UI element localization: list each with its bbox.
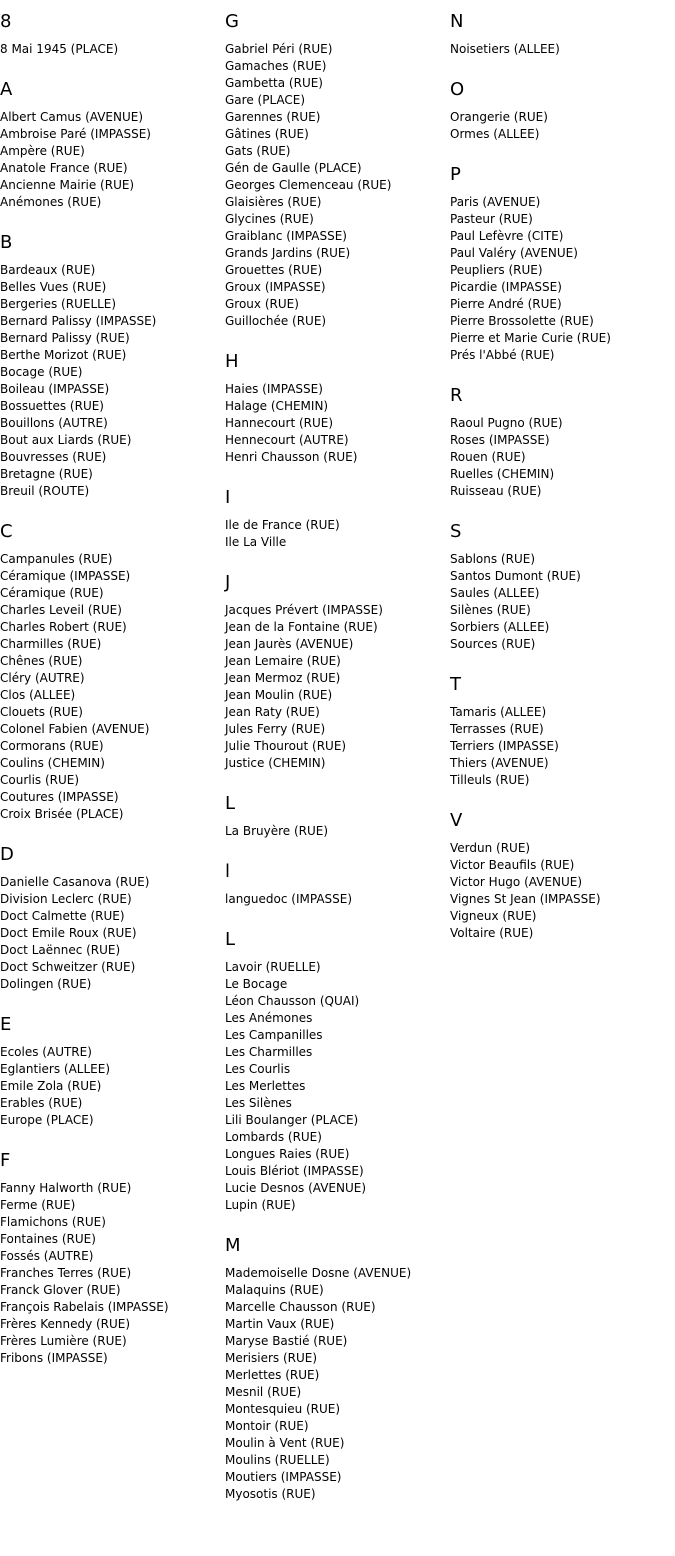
street-item: Mesnil (RUE) <box>225 1385 302 1399</box>
street-item: Lucie Desnos (AVENUE) <box>225 1181 367 1195</box>
street-item: Bossuettes (RUE) <box>0 399 104 413</box>
street-item: Raoul Pugno (RUE) <box>450 416 563 430</box>
street-item: Bout aux Liards (RUE) <box>0 433 132 447</box>
street-item: Jean Jaurès (AVENUE) <box>225 637 354 651</box>
street-item: Ile La Ville <box>225 535 287 549</box>
street-list <box>0 41 220 58</box>
street-item: Charmilles (RUE) <box>0 637 102 651</box>
index-column-2 <box>225 11 445 1524</box>
street-item: Courlis (RUE) <box>0 773 80 787</box>
street-item: Bretagne (RUE) <box>0 467 93 481</box>
street-item: Montesquieu (RUE) <box>225 1402 341 1416</box>
street-item: Ambroise Paré (IMPASSE) <box>0 127 151 141</box>
street-item: Louis Blériot (IMPASSE) <box>225 1164 364 1178</box>
street-item: Rouen (RUE) <box>450 450 526 464</box>
street-item: Jules Ferry (RUE) <box>225 722 326 736</box>
street-item: Doct Schweitzer (RUE) <box>0 960 136 974</box>
street-item: Gats (RUE) <box>225 144 291 158</box>
letter-section <box>450 385 670 500</box>
section-letter-heading: B <box>0 232 13 253</box>
street-item: Ecoles (AUTRE) <box>0 1045 92 1059</box>
street-item: Groux (IMPASSE) <box>225 280 326 294</box>
street-item: Glaisières (RUE) <box>225 195 322 209</box>
street-item: 8 Mai 1945 (PLACE) <box>0 42 119 56</box>
street-item: Jean Lemaire (RUE) <box>225 654 341 668</box>
street-item: Bernard Palissy (RUE) <box>0 331 130 345</box>
street-list <box>225 1265 445 1503</box>
street-item: Céramique (IMPASSE) <box>0 569 131 583</box>
street-item: Erables (RUE) <box>0 1096 83 1110</box>
street-list <box>0 551 220 823</box>
street-item: Charles Leveil (RUE) <box>0 603 122 617</box>
letter-section <box>225 861 445 908</box>
street-item: Victor Beaufils (RUE) <box>450 858 575 872</box>
street-item: Danielle Casanova (RUE) <box>0 875 150 889</box>
street-item: Les Anémones <box>225 1011 313 1025</box>
street-item: Léon Chausson (QUAI) <box>225 994 360 1008</box>
street-item: Verdun (RUE) <box>450 841 531 855</box>
street-item: Emile Zola (RUE) <box>0 1079 102 1093</box>
section-letter-heading: V <box>450 810 463 831</box>
street-item: Albert Camus (AVENUE) <box>0 110 144 124</box>
street-item: Halage (CHEMIN) <box>225 399 329 413</box>
street-item: Grands Jardins (RUE) <box>225 246 351 260</box>
street-item: Gamaches (RUE) <box>225 59 327 73</box>
street-item: Ferme (RUE) <box>0 1198 76 1212</box>
street-item: Hannecourt (RUE) <box>225 416 334 430</box>
street-item: Fribons (IMPASSE) <box>0 1351 108 1365</box>
street-item: Merlettes (RUE) <box>225 1368 320 1382</box>
street-item: François Rabelais (IMPASSE) <box>0 1300 169 1314</box>
street-item: Voltaire (RUE) <box>450 926 534 940</box>
street-item: Prés l'Abbé (RUE) <box>450 348 555 362</box>
street-item: Le Bocage <box>225 977 288 991</box>
street-item: Franck Glover (RUE) <box>0 1283 121 1297</box>
street-item: Lombards (RUE) <box>225 1130 322 1144</box>
street-list <box>225 959 445 1214</box>
street-item: Anémones (RUE) <box>0 195 102 209</box>
street-item: Myosotis (RUE) <box>225 1487 316 1501</box>
street-list <box>225 517 445 551</box>
street-item: Dolingen (RUE) <box>0 977 92 991</box>
street-list <box>450 551 670 653</box>
letter-section <box>450 521 670 653</box>
street-item: Moulin à Vent (RUE) <box>225 1436 345 1450</box>
street-item: Les Campanilles <box>225 1028 323 1042</box>
letter-section <box>450 674 670 789</box>
street-item: Gambetta (RUE) <box>225 76 323 90</box>
street-item: Ancienne Mairie (RUE) <box>0 178 135 192</box>
letter-section <box>450 164 670 364</box>
street-list <box>0 1180 220 1367</box>
street-item: Clos (ALLEE) <box>0 688 76 702</box>
street-item: Vignes St Jean (IMPASSE) <box>450 892 601 906</box>
street-list <box>0 262 220 500</box>
street-item: Bouillons (AUTRE) <box>0 416 108 430</box>
section-letter-heading: E <box>0 1014 12 1035</box>
street-item: Terriers (IMPASSE) <box>450 739 559 753</box>
street-item: Roses (IMPASSE) <box>450 433 550 447</box>
street-item: Les Merlettes <box>225 1079 306 1093</box>
section-letter-heading: L <box>225 793 236 814</box>
street-item: Fontaines (RUE) <box>0 1232 96 1246</box>
letter-section <box>450 810 670 942</box>
street-item: Henri Chausson (RUE) <box>225 450 358 464</box>
letter-section <box>225 351 445 466</box>
street-item: Glycines (RUE) <box>225 212 314 226</box>
street-list <box>450 704 670 789</box>
street-item: Picardie (IMPASSE) <box>450 280 562 294</box>
street-list <box>450 840 670 942</box>
letter-section <box>0 79 220 211</box>
street-item: Pierre André (RUE) <box>450 297 562 311</box>
street-item: languedoc (IMPASSE) <box>225 892 353 906</box>
street-item: Santos Dumont (RUE) <box>450 569 581 583</box>
street-item: Flamichons (RUE) <box>0 1215 106 1229</box>
street-list <box>0 874 220 993</box>
street-list <box>450 194 670 364</box>
street-item: Frères Kennedy (RUE) <box>0 1317 131 1331</box>
street-list <box>0 109 220 211</box>
street-item: Vigneux (RUE) <box>450 909 537 923</box>
street-list <box>225 891 445 908</box>
section-letter-heading: P <box>450 164 461 185</box>
street-item: Ormes (ALLEE) <box>450 127 540 141</box>
street-item: Charles Robert (RUE) <box>0 620 127 634</box>
street-item: Boileau (IMPASSE) <box>0 382 110 396</box>
letter-section <box>225 487 445 551</box>
street-item: Les Courlis <box>225 1062 291 1076</box>
street-item: Belles Vues (RUE) <box>0 280 107 294</box>
street-list <box>225 381 445 466</box>
street-item: Mademoiselle Dosne (AVENUE) <box>225 1266 412 1280</box>
street-item: Groux (RUE) <box>225 297 299 311</box>
street-item: Paris (AVENUE) <box>450 195 541 209</box>
street-item: Montoir (RUE) <box>225 1419 309 1433</box>
street-item: Franches Terres (RUE) <box>0 1266 132 1280</box>
section-letter-heading: H <box>225 351 239 372</box>
street-item: Doct Calmette (RUE) <box>0 909 125 923</box>
street-item: Merisiers (RUE) <box>225 1351 318 1365</box>
street-item: Bernard Palissy (IMPASSE) <box>0 314 157 328</box>
street-item: Gare (PLACE) <box>225 93 306 107</box>
street-item: Jean Moulin (RUE) <box>225 688 333 702</box>
street-item: Coulins (CHEMIN) <box>0 756 105 770</box>
street-list <box>0 1044 220 1129</box>
street-item: Lupin (RUE) <box>225 1198 296 1212</box>
letter-section <box>0 11 220 58</box>
street-item: Graiblanc (IMPASSE) <box>225 229 347 243</box>
street-item: Longues Raies (RUE) <box>225 1147 350 1161</box>
street-item: Justice (CHEMIN) <box>225 756 326 770</box>
street-item: Malaquins (RUE) <box>225 1283 324 1297</box>
street-item: Sources (RUE) <box>450 637 536 651</box>
section-letter-heading: l <box>225 861 231 882</box>
street-item: Jean de la Fontaine (RUE) <box>225 620 378 634</box>
section-letter-heading: A <box>0 79 13 100</box>
street-item: Europe (PLACE) <box>0 1113 94 1127</box>
letter-section <box>0 521 220 823</box>
index-column-1 <box>0 11 220 1388</box>
letter-section <box>0 844 220 993</box>
street-item: Tilleuls (RUE) <box>450 773 530 787</box>
street-list <box>450 415 670 500</box>
street-item: Moulins (RUELLE) <box>225 1453 330 1467</box>
street-item: Noisetiers (ALLEE) <box>450 42 560 56</box>
street-item: Jean Raty (RUE) <box>225 705 320 719</box>
street-item: Division Leclerc (RUE) <box>0 892 132 906</box>
street-item: Gén de Gaulle (PLACE) <box>225 161 362 175</box>
street-item: Bardeaux (RUE) <box>0 263 96 277</box>
street-item: Les Silènes <box>225 1096 292 1110</box>
letter-section <box>0 1150 220 1367</box>
street-item: Bocage (RUE) <box>0 365 83 379</box>
street-item: Frères Lumière (RUE) <box>0 1334 127 1348</box>
street-item: Chênes (RUE) <box>0 654 83 668</box>
street-item: Paul Lefèvre (CITE) <box>450 229 564 243</box>
street-item: Bouvresses (RUE) <box>0 450 107 464</box>
section-letter-heading: C <box>0 521 13 542</box>
street-item: Maryse Bastié (RUE) <box>225 1334 348 1348</box>
street-item: Ruisseau (RUE) <box>450 484 542 498</box>
street-item: Saules (ALLEE) <box>450 586 540 600</box>
street-list <box>225 41 445 330</box>
section-letter-heading: N <box>450 11 464 32</box>
street-item: Grouettes (RUE) <box>225 263 323 277</box>
street-item: Anatole France (RUE) <box>0 161 128 175</box>
street-item: Lili Boulanger (PLACE) <box>225 1113 359 1127</box>
street-item: Clouets (RUE) <box>0 705 83 719</box>
section-letter-heading: O <box>450 79 465 100</box>
street-item: Sorbiers (ALLEE) <box>450 620 550 634</box>
street-item: Gabriel Péri (RUE) <box>225 42 333 56</box>
street-item: Georges Clemenceau (RUE) <box>225 178 392 192</box>
street-item: Jacques Prévert (IMPASSE) <box>225 603 383 617</box>
street-item: Ruelles (CHEMIN) <box>450 467 555 481</box>
street-item: Breuil (ROUTE) <box>0 484 90 498</box>
street-item: Lavoir (RUELLE) <box>225 960 321 974</box>
street-item: Thiers (AVENUE) <box>450 756 549 770</box>
section-letter-heading: 8 <box>0 11 12 32</box>
section-letter-heading: J <box>225 572 231 593</box>
street-item: Marcelle Chausson (RUE) <box>225 1300 376 1314</box>
street-item: Les Charmilles <box>225 1045 313 1059</box>
street-item: La Bruyère (RUE) <box>225 824 329 838</box>
street-item: Silènes (RUE) <box>450 603 531 617</box>
letter-section <box>0 1014 220 1129</box>
street-item: Colonel Fabien (AVENUE) <box>0 722 150 736</box>
letter-section <box>225 572 445 772</box>
street-item: Campanules (RUE) <box>0 552 113 566</box>
street-item: Ampère (RUE) <box>0 144 85 158</box>
street-item: Fanny Halworth (RUE) <box>0 1181 132 1195</box>
street-item: Gâtines (RUE) <box>225 127 309 141</box>
section-letter-heading: T <box>450 674 461 695</box>
letter-section <box>225 929 445 1214</box>
street-list <box>225 823 445 840</box>
street-item: Moutiers (IMPASSE) <box>225 1470 342 1484</box>
street-item: Sablons (RUE) <box>450 552 536 566</box>
section-letter-heading: S <box>450 521 462 542</box>
section-letter-heading: G <box>225 11 239 32</box>
street-item: Pierre Brossolette (RUE) <box>450 314 594 328</box>
street-item: Garennes (RUE) <box>225 110 321 124</box>
section-letter-heading: M <box>225 1235 241 1256</box>
street-item: Eglantiers (ALLEE) <box>0 1062 111 1076</box>
street-item: Fossés (AUTRE) <box>0 1249 94 1263</box>
section-letter-heading: I <box>225 487 231 508</box>
street-list <box>225 602 445 772</box>
street-item: Orangerie (RUE) <box>450 110 548 124</box>
street-item: Pierre et Marie Curie (RUE) <box>450 331 611 345</box>
street-item: Cormorans (RUE) <box>0 739 104 753</box>
letter-section <box>225 793 445 840</box>
section-letter-heading: R <box>450 385 463 406</box>
letter-section <box>0 232 220 500</box>
street-item: Ile de France (RUE) <box>225 518 340 532</box>
street-item: Guillochée (RUE) <box>225 314 327 328</box>
letter-section <box>450 79 670 143</box>
letter-section <box>450 11 670 58</box>
street-item: Paul Valéry (AVENUE) <box>450 246 578 260</box>
street-item: Pasteur (RUE) <box>450 212 533 226</box>
street-item: Terrasses (RUE) <box>450 722 544 736</box>
street-list <box>450 109 670 143</box>
street-item: Martin Vaux (RUE) <box>225 1317 335 1331</box>
index-column-3 <box>450 11 670 963</box>
street-item: Jean Mermoz (RUE) <box>225 671 341 685</box>
street-item: Doct Emile Roux (RUE) <box>0 926 137 940</box>
street-item: Victor Hugo (AVENUE) <box>450 875 583 889</box>
street-item: Julie Thourout (RUE) <box>225 739 347 753</box>
street-item: Doct Laënnec (RUE) <box>0 943 121 957</box>
street-item: Bergeries (RUELLE) <box>0 297 117 311</box>
street-item: Céramique (RUE) <box>0 586 104 600</box>
street-item: Cléry (AUTRE) <box>0 671 85 685</box>
street-item: Haies (IMPASSE) <box>225 382 323 396</box>
section-letter-heading: F <box>0 1150 11 1171</box>
street-item: Berthe Morizot (RUE) <box>0 348 127 362</box>
street-item: Peupliers (RUE) <box>450 263 543 277</box>
street-item: Tamaris (ALLEE) <box>450 705 547 719</box>
section-letter-heading: D <box>0 844 14 865</box>
letter-section <box>225 1235 445 1503</box>
street-item: Hennecourt (AUTRE) <box>225 433 349 447</box>
section-letter-heading: L <box>225 929 236 950</box>
letter-section <box>225 11 445 330</box>
street-item: Coutures (IMPASSE) <box>0 790 119 804</box>
street-list <box>450 41 670 58</box>
street-item: Croix Brisée (PLACE) <box>0 807 124 821</box>
